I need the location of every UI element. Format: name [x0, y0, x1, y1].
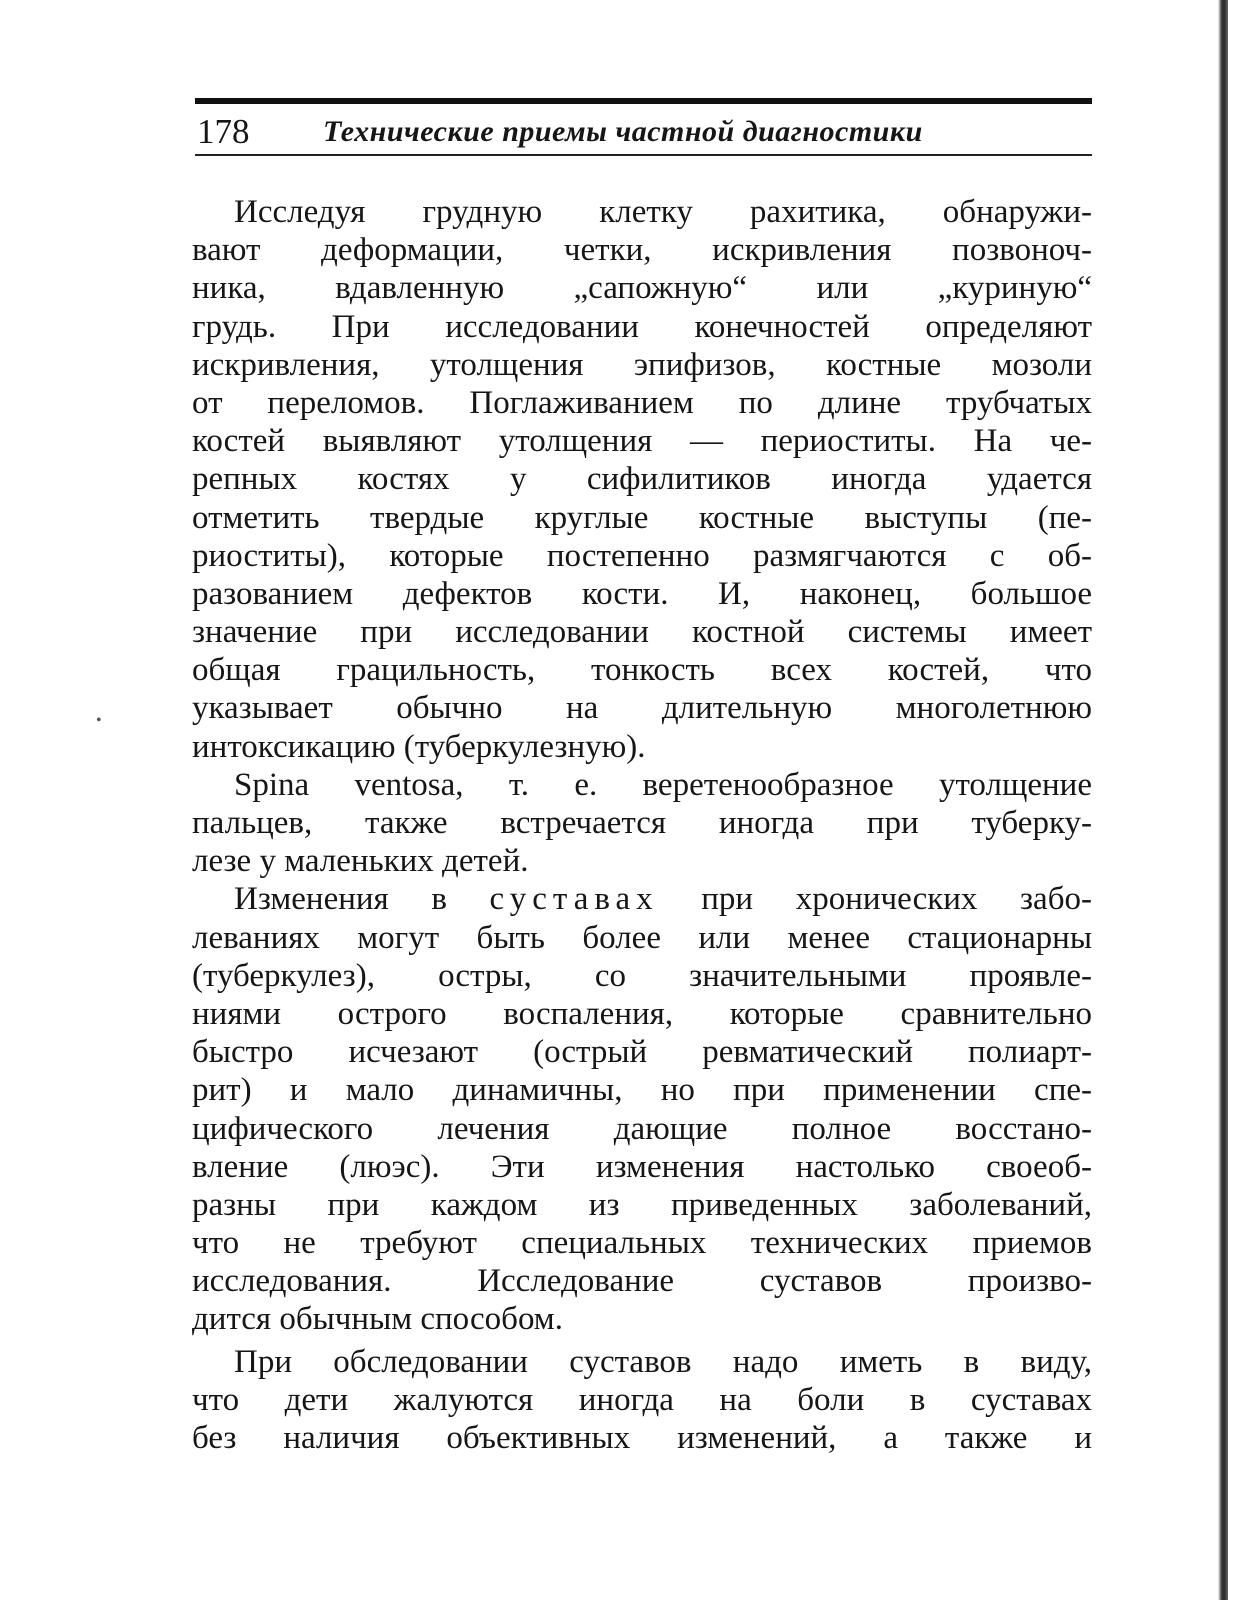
paragraph-2 [192, 766, 1092, 881]
text-line: разованием дефектов кости. И, наконец, большое [192, 575, 1092, 612]
text-line: цифического лечения дающие полное восстано- [192, 1110, 1092, 1147]
text-line: репных костях у сифилитиков иногда удается [192, 461, 1092, 498]
text-line: пальцев, также встречается иногда при туберку- [192, 805, 1092, 841]
text-run: Изменения в [234, 881, 490, 918]
binding-edge [1218, 0, 1228, 1600]
text-line [192, 880, 1092, 918]
text-line: Исследуя грудную клетку рахитика, обнаружи- [234, 194, 1092, 230]
running-title: Технические приемы частной диагностики [323, 115, 923, 148]
body-text [192, 193, 1092, 1457]
text-line: значение при исследовании костной системы имеет [192, 614, 1092, 651]
page-number: 178 [197, 112, 250, 151]
text-line: вление (люэс). Эти изменения настолько своеоб- [192, 1148, 1092, 1185]
text-line: леваниях могут быть более или менее стационарны [192, 919, 1092, 956]
text-line: ниями острого воспаления, которые сравнительно [192, 995, 1092, 1032]
paragraph-1 [192, 193, 1092, 766]
text-line: При обследовании суставов надо иметь в виду, [234, 1343, 1092, 1380]
text-line: отметить твердые круглые костные выступы (пе- [192, 499, 1092, 536]
text-line: вают деформации, четки, искривления позвоноч- [192, 232, 1092, 269]
text-line: Spina ventosa, т. е. веретенообразное утолщение [234, 766, 1092, 803]
text-line: общая грацильность, тонкость всех костей, что [192, 652, 1092, 689]
text-line: указывает обычно на длительную многолетнюю [192, 690, 1092, 727]
text-line: исследования. Исследование суставов произво- [192, 1263, 1092, 1300]
text-run: при хронических забо- [658, 881, 1092, 918]
text-line: что не требуют специальных технических приемов [192, 1225, 1092, 1262]
text-line: разны при каждом из приведенных заболеваний, [192, 1186, 1092, 1223]
text-line: грудь. При исследовании конечностей определяют [192, 308, 1092, 345]
text-line: лезе у маленьких детей. [192, 843, 529, 880]
text-line: ника, вдавленную „сапожную“ или „куриную“ [192, 270, 1092, 307]
text-line: что дети жалуются иногда на боли в суставах [192, 1381, 1092, 1418]
text-line: интоксикацию (туберкулезную). [192, 728, 646, 765]
text-line: быстро исчезают (острый ревматический полиарт- [192, 1034, 1092, 1071]
emphasized-term: суставах [489, 881, 659, 918]
text-line: искривления, утолщения эпифизов, костные мозоли [192, 346, 1092, 383]
text-line: дится обычным способом. [192, 1301, 563, 1338]
stray-ink-mark: • [96, 712, 102, 729]
text-line: костей выявляют утолщения — периоститы. На че- [192, 423, 1092, 460]
running-header [195, 98, 1092, 156]
paragraph-4 [192, 1343, 1092, 1458]
text-line: рит) и мало динамичны, но при применении спе- [192, 1072, 1092, 1109]
text-line: без наличия объективных изменений, а также и [192, 1420, 1092, 1456]
text-line: от переломов. Поглаживанием по длине трубчатых [192, 384, 1092, 421]
text-line: (туберкулез), остры, со значительными проявле- [192, 957, 1092, 994]
text-line: риоститы), которые постепенно размягчаются с об- [192, 537, 1092, 574]
paragraph-3 [192, 880, 1092, 1338]
